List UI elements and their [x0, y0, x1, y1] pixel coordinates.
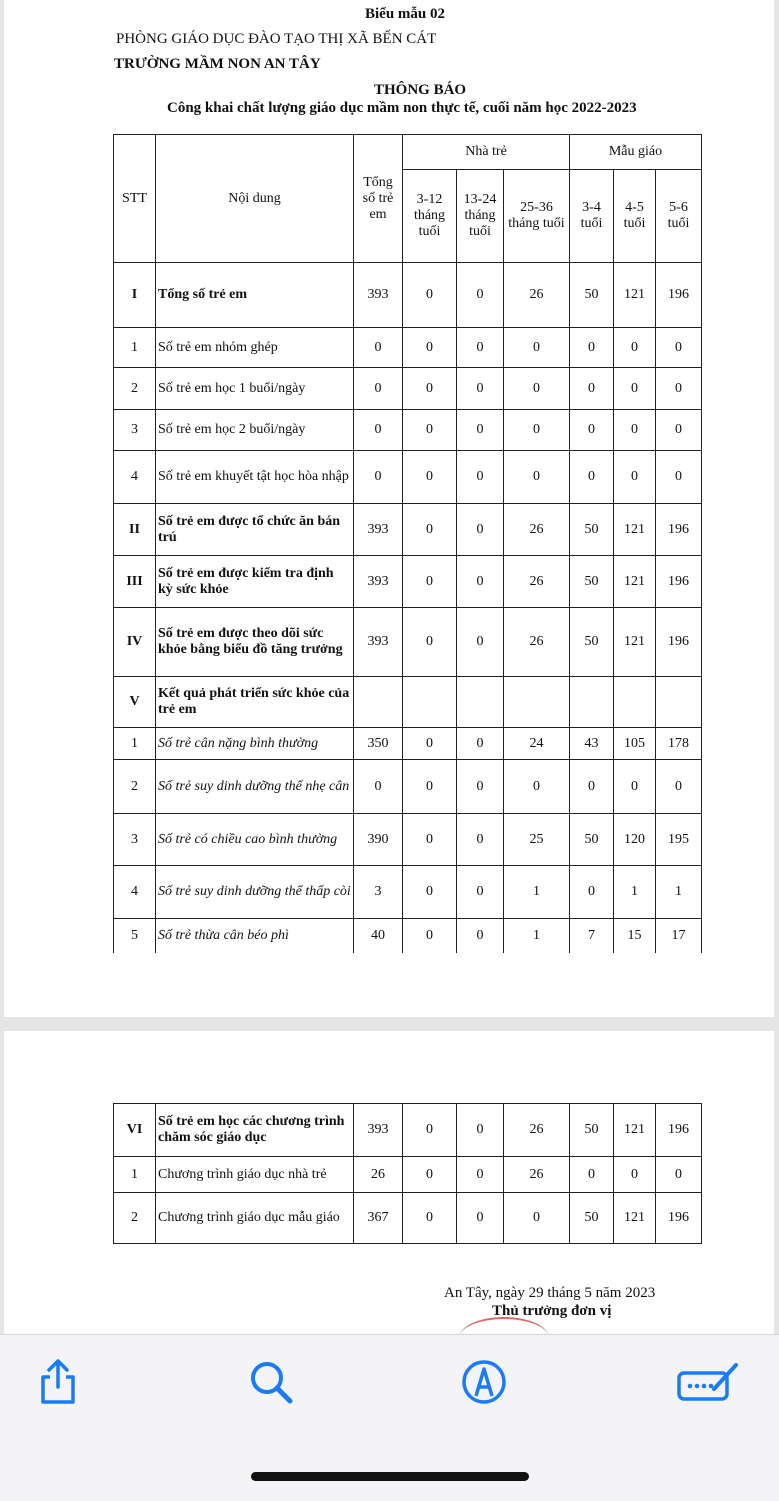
row-value-total: 393	[354, 608, 403, 677]
row-value-c4: 0	[570, 328, 614, 368]
row-value-total: 0	[354, 451, 403, 504]
row-value-total: 367	[354, 1193, 403, 1244]
row-value-c5: 0	[614, 328, 656, 368]
row-value-c3: 0	[504, 1193, 570, 1244]
row-value-c2	[457, 677, 504, 728]
row-value-c6: 0	[656, 451, 702, 504]
place-date: An Tây, ngày 29 tháng 5 năm 2023	[444, 1285, 656, 1301]
row-value-c2: 0	[457, 263, 504, 328]
row-number: 4	[114, 866, 156, 919]
row-value-c3: 0	[504, 451, 570, 504]
edit-icon[interactable]	[676, 1357, 740, 1407]
row-value-total: 393	[354, 504, 403, 556]
row-value-c6: 1	[656, 866, 702, 919]
row-value-total: 0	[354, 410, 403, 451]
row-content: Số trẻ em học 2 buổi/ngày	[156, 410, 354, 451]
header-3-12-months: 3-12 tháng tuổi	[403, 170, 457, 263]
row-value-c2: 0	[457, 451, 504, 504]
table-row	[114, 608, 702, 677]
row-value-c5: 0	[614, 451, 656, 504]
table-row	[114, 328, 702, 368]
document-page-1	[4, 0, 774, 1017]
row-value-total: 393	[354, 1104, 403, 1157]
row-value-c5: 0	[614, 368, 656, 410]
document-subtitle: Công khai chất lượng giáo dục mầm non thực tế, cuối năm học 2022-2023	[167, 100, 637, 116]
row-value-c5: 121	[614, 608, 656, 677]
row-value-c4: 50	[570, 1104, 614, 1157]
row-value-c3: 0	[504, 760, 570, 814]
row-value-c5: 0	[614, 410, 656, 451]
row-value-c1: 0	[403, 368, 457, 410]
header-5-6-years: 5-6 tuổi	[656, 170, 702, 263]
row-content: Chương trình giáo dục nhà trẻ	[156, 1157, 354, 1193]
row-number: III	[114, 556, 156, 608]
row-value-c6: 196	[656, 608, 702, 677]
row-content: Số trẻ em được theo dõi sức khỏe bằng biểu đồ tăng trưởng	[156, 608, 354, 677]
row-number: I	[114, 263, 156, 328]
search-icon[interactable]	[246, 1357, 296, 1407]
row-value-total	[354, 677, 403, 728]
row-value-c1: 0	[403, 451, 457, 504]
row-value-c4: 43	[570, 728, 614, 760]
table-row	[114, 1193, 702, 1244]
row-value-c1: 0	[403, 1193, 457, 1244]
row-value-c4: 0	[570, 1157, 614, 1193]
row-value-c2: 0	[457, 504, 504, 556]
row-content: Kết quả phát triển sức khỏe của trẻ em	[156, 677, 354, 728]
home-indicator[interactable]	[251, 1472, 529, 1481]
row-value-c6: 196	[656, 263, 702, 328]
row-value-c5: 121	[614, 1193, 656, 1244]
header-kindergarten-group: Mẫu giáo	[570, 135, 702, 170]
row-value-c5: 105	[614, 728, 656, 760]
row-value-c4: 50	[570, 1193, 614, 1244]
row-value-total: 40	[354, 919, 403, 953]
row-value-c4	[570, 677, 614, 728]
row-value-c3: 24	[504, 728, 570, 760]
row-value-total: 393	[354, 263, 403, 328]
row-value-c4: 50	[570, 504, 614, 556]
row-value-c3	[504, 677, 570, 728]
table-row	[114, 263, 702, 328]
table-row	[114, 866, 702, 919]
table-row	[114, 556, 702, 608]
row-value-c1: 0	[403, 608, 457, 677]
row-value-c2: 0	[457, 760, 504, 814]
row-value-c2: 0	[457, 608, 504, 677]
row-content: Số trẻ suy dinh dưỡng thể nhẹ cân	[156, 760, 354, 814]
row-value-c2: 0	[457, 556, 504, 608]
row-number: II	[114, 504, 156, 556]
row-value-c4: 0	[570, 451, 614, 504]
row-value-c3: 25	[504, 814, 570, 866]
header-total: Tổng số trẻ em	[354, 135, 403, 263]
row-value-c6: 0	[656, 1157, 702, 1193]
row-value-c6: 0	[656, 368, 702, 410]
row-value-c1: 0	[403, 728, 457, 760]
row-value-c6: 0	[656, 410, 702, 451]
table-row	[114, 410, 702, 451]
row-value-c2: 0	[457, 1193, 504, 1244]
row-value-c5: 120	[614, 814, 656, 866]
markup-icon[interactable]	[459, 1357, 509, 1407]
row-value-c1: 0	[403, 410, 457, 451]
document-page-2	[4, 1031, 774, 1334]
row-value-c4: 50	[570, 608, 614, 677]
row-number: 2	[114, 1193, 156, 1244]
row-value-c6: 196	[656, 556, 702, 608]
header-nursery-group: Nhà trẻ	[403, 135, 570, 170]
row-value-c1: 0	[403, 504, 457, 556]
row-value-c4: 0	[570, 410, 614, 451]
row-value-c5: 0	[614, 760, 656, 814]
row-value-c3: 26	[504, 608, 570, 677]
row-value-c3: 26	[504, 263, 570, 328]
row-value-c1: 0	[403, 919, 457, 953]
row-value-c6: 0	[656, 760, 702, 814]
row-value-c1: 0	[403, 556, 457, 608]
row-number: 3	[114, 410, 156, 451]
row-content: Số trẻ thừa cân béo phì	[156, 919, 354, 953]
form-number: Biểu mẫu 02	[365, 6, 446, 22]
table-row	[114, 919, 702, 953]
table-row	[114, 677, 702, 728]
row-content: Số trẻ cân nặng bình thường	[156, 728, 354, 760]
row-value-c6: 0	[656, 328, 702, 368]
education-program-table	[113, 1103, 702, 1244]
row-number: 4	[114, 451, 156, 504]
row-value-c6: 195	[656, 814, 702, 866]
department-name: PHÒNG GIÁO DỤC ĐÀO TẠO THỊ XÃ BẾN CÁT	[116, 31, 437, 47]
table-row	[114, 1104, 702, 1157]
row-value-c6: 196	[656, 504, 702, 556]
row-value-c2: 0	[457, 866, 504, 919]
row-value-c3: 26	[504, 1157, 570, 1193]
education-quality-table	[113, 134, 702, 953]
row-value-c1: 0	[403, 1104, 457, 1157]
row-value-c1: 0	[403, 328, 457, 368]
row-number: 2	[114, 368, 156, 410]
row-value-c4: 50	[570, 556, 614, 608]
row-number: 2	[114, 760, 156, 814]
row-value-c1: 0	[403, 263, 457, 328]
row-value-c2: 0	[457, 919, 504, 953]
row-value-total: 3	[354, 866, 403, 919]
row-number: VI	[114, 1104, 156, 1157]
row-value-c2: 0	[457, 1157, 504, 1193]
share-icon[interactable]	[33, 1357, 83, 1407]
header-4-5-years: 4-5 tuổi	[614, 170, 656, 263]
row-value-c6: 196	[656, 1193, 702, 1244]
row-value-total: 0	[354, 328, 403, 368]
row-number: IV	[114, 608, 156, 677]
row-value-c3: 0	[504, 328, 570, 368]
row-value-c5: 121	[614, 1104, 656, 1157]
signer-title: Thủ trưởng đơn vị	[492, 1303, 612, 1319]
row-number: 1	[114, 328, 156, 368]
row-value-c4: 50	[570, 263, 614, 328]
row-content: Số trẻ em học 1 buổi/ngày	[156, 368, 354, 410]
row-value-c6: 17	[656, 919, 702, 953]
row-content: Tổng số trẻ em	[156, 263, 354, 328]
header-stt: STT	[114, 135, 156, 263]
row-value-c3: 1	[504, 919, 570, 953]
table-row	[114, 451, 702, 504]
row-value-c1: 0	[403, 760, 457, 814]
row-value-c6: 196	[656, 1104, 702, 1157]
row-content: Số trẻ em học các chương trình chăm sóc giáo dục	[156, 1104, 354, 1157]
row-value-c4: 0	[570, 866, 614, 919]
table-row	[114, 1157, 702, 1193]
row-value-c1	[403, 677, 457, 728]
row-value-c6: 178	[656, 728, 702, 760]
row-value-c2: 0	[457, 1104, 504, 1157]
row-number: V	[114, 677, 156, 728]
row-value-c5: 121	[614, 556, 656, 608]
row-value-c1: 0	[403, 814, 457, 866]
table-row	[114, 728, 702, 760]
header-25-36-months: 25-36 tháng tuổi	[504, 170, 570, 263]
row-value-c4: 50	[570, 814, 614, 866]
row-value-c5: 0	[614, 1157, 656, 1193]
row-value-c2: 0	[457, 728, 504, 760]
row-number: 5	[114, 919, 156, 953]
row-value-c2: 0	[457, 368, 504, 410]
row-number: 1	[114, 1157, 156, 1193]
row-value-total: 390	[354, 814, 403, 866]
row-content: Số trẻ em nhóm ghép	[156, 328, 354, 368]
header-3-4-years: 3-4 tuổi	[570, 170, 614, 263]
row-value-total: 393	[354, 556, 403, 608]
header-content: Nội dung	[156, 135, 354, 263]
row-value-c3: 0	[504, 368, 570, 410]
table-row	[114, 814, 702, 866]
row-content: Số trẻ suy dinh dưỡng thể thấp còi	[156, 866, 354, 919]
row-number: 3	[114, 814, 156, 866]
row-value-c1: 0	[403, 866, 457, 919]
row-value-c5: 121	[614, 504, 656, 556]
row-value-total: 0	[354, 368, 403, 410]
row-value-c2: 0	[457, 814, 504, 866]
document-title: THÔNG BÁO	[374, 82, 467, 98]
row-value-c2: 0	[457, 328, 504, 368]
row-value-c5: 121	[614, 263, 656, 328]
header-13-24-months: 13-24 tháng tuổi	[457, 170, 504, 263]
row-value-c4: 0	[570, 368, 614, 410]
table-row	[114, 504, 702, 556]
row-value-total: 26	[354, 1157, 403, 1193]
row-content: Số trẻ em được kiểm tra định kỳ sức khỏe	[156, 556, 354, 608]
row-value-c3: 1	[504, 866, 570, 919]
school-name: TRƯỜNG MẦM NON AN TÂY	[114, 56, 321, 72]
row-value-c1: 0	[403, 1157, 457, 1193]
row-value-c5: 1	[614, 866, 656, 919]
row-value-total: 350	[354, 728, 403, 760]
row-value-c2: 0	[457, 410, 504, 451]
row-value-total: 0	[354, 760, 403, 814]
row-content: Số trẻ em khuyết tật học hòa nhập	[156, 451, 354, 504]
row-value-c4: 7	[570, 919, 614, 953]
row-value-c5: 15	[614, 919, 656, 953]
row-value-c3: 26	[504, 504, 570, 556]
table-row	[114, 760, 702, 814]
row-value-c3: 26	[504, 556, 570, 608]
row-value-c3: 26	[504, 1104, 570, 1157]
table-row	[114, 368, 702, 410]
row-value-c5	[614, 677, 656, 728]
row-value-c6	[656, 677, 702, 728]
row-value-c3: 0	[504, 410, 570, 451]
row-value-c4: 0	[570, 760, 614, 814]
row-content: Số trẻ có chiều cao bình thường	[156, 814, 354, 866]
row-number: 1	[114, 728, 156, 760]
row-content: Số trẻ em được tổ chức ăn bán trú	[156, 504, 354, 556]
row-content: Chương trình giáo dục mẫu giáo	[156, 1193, 354, 1244]
